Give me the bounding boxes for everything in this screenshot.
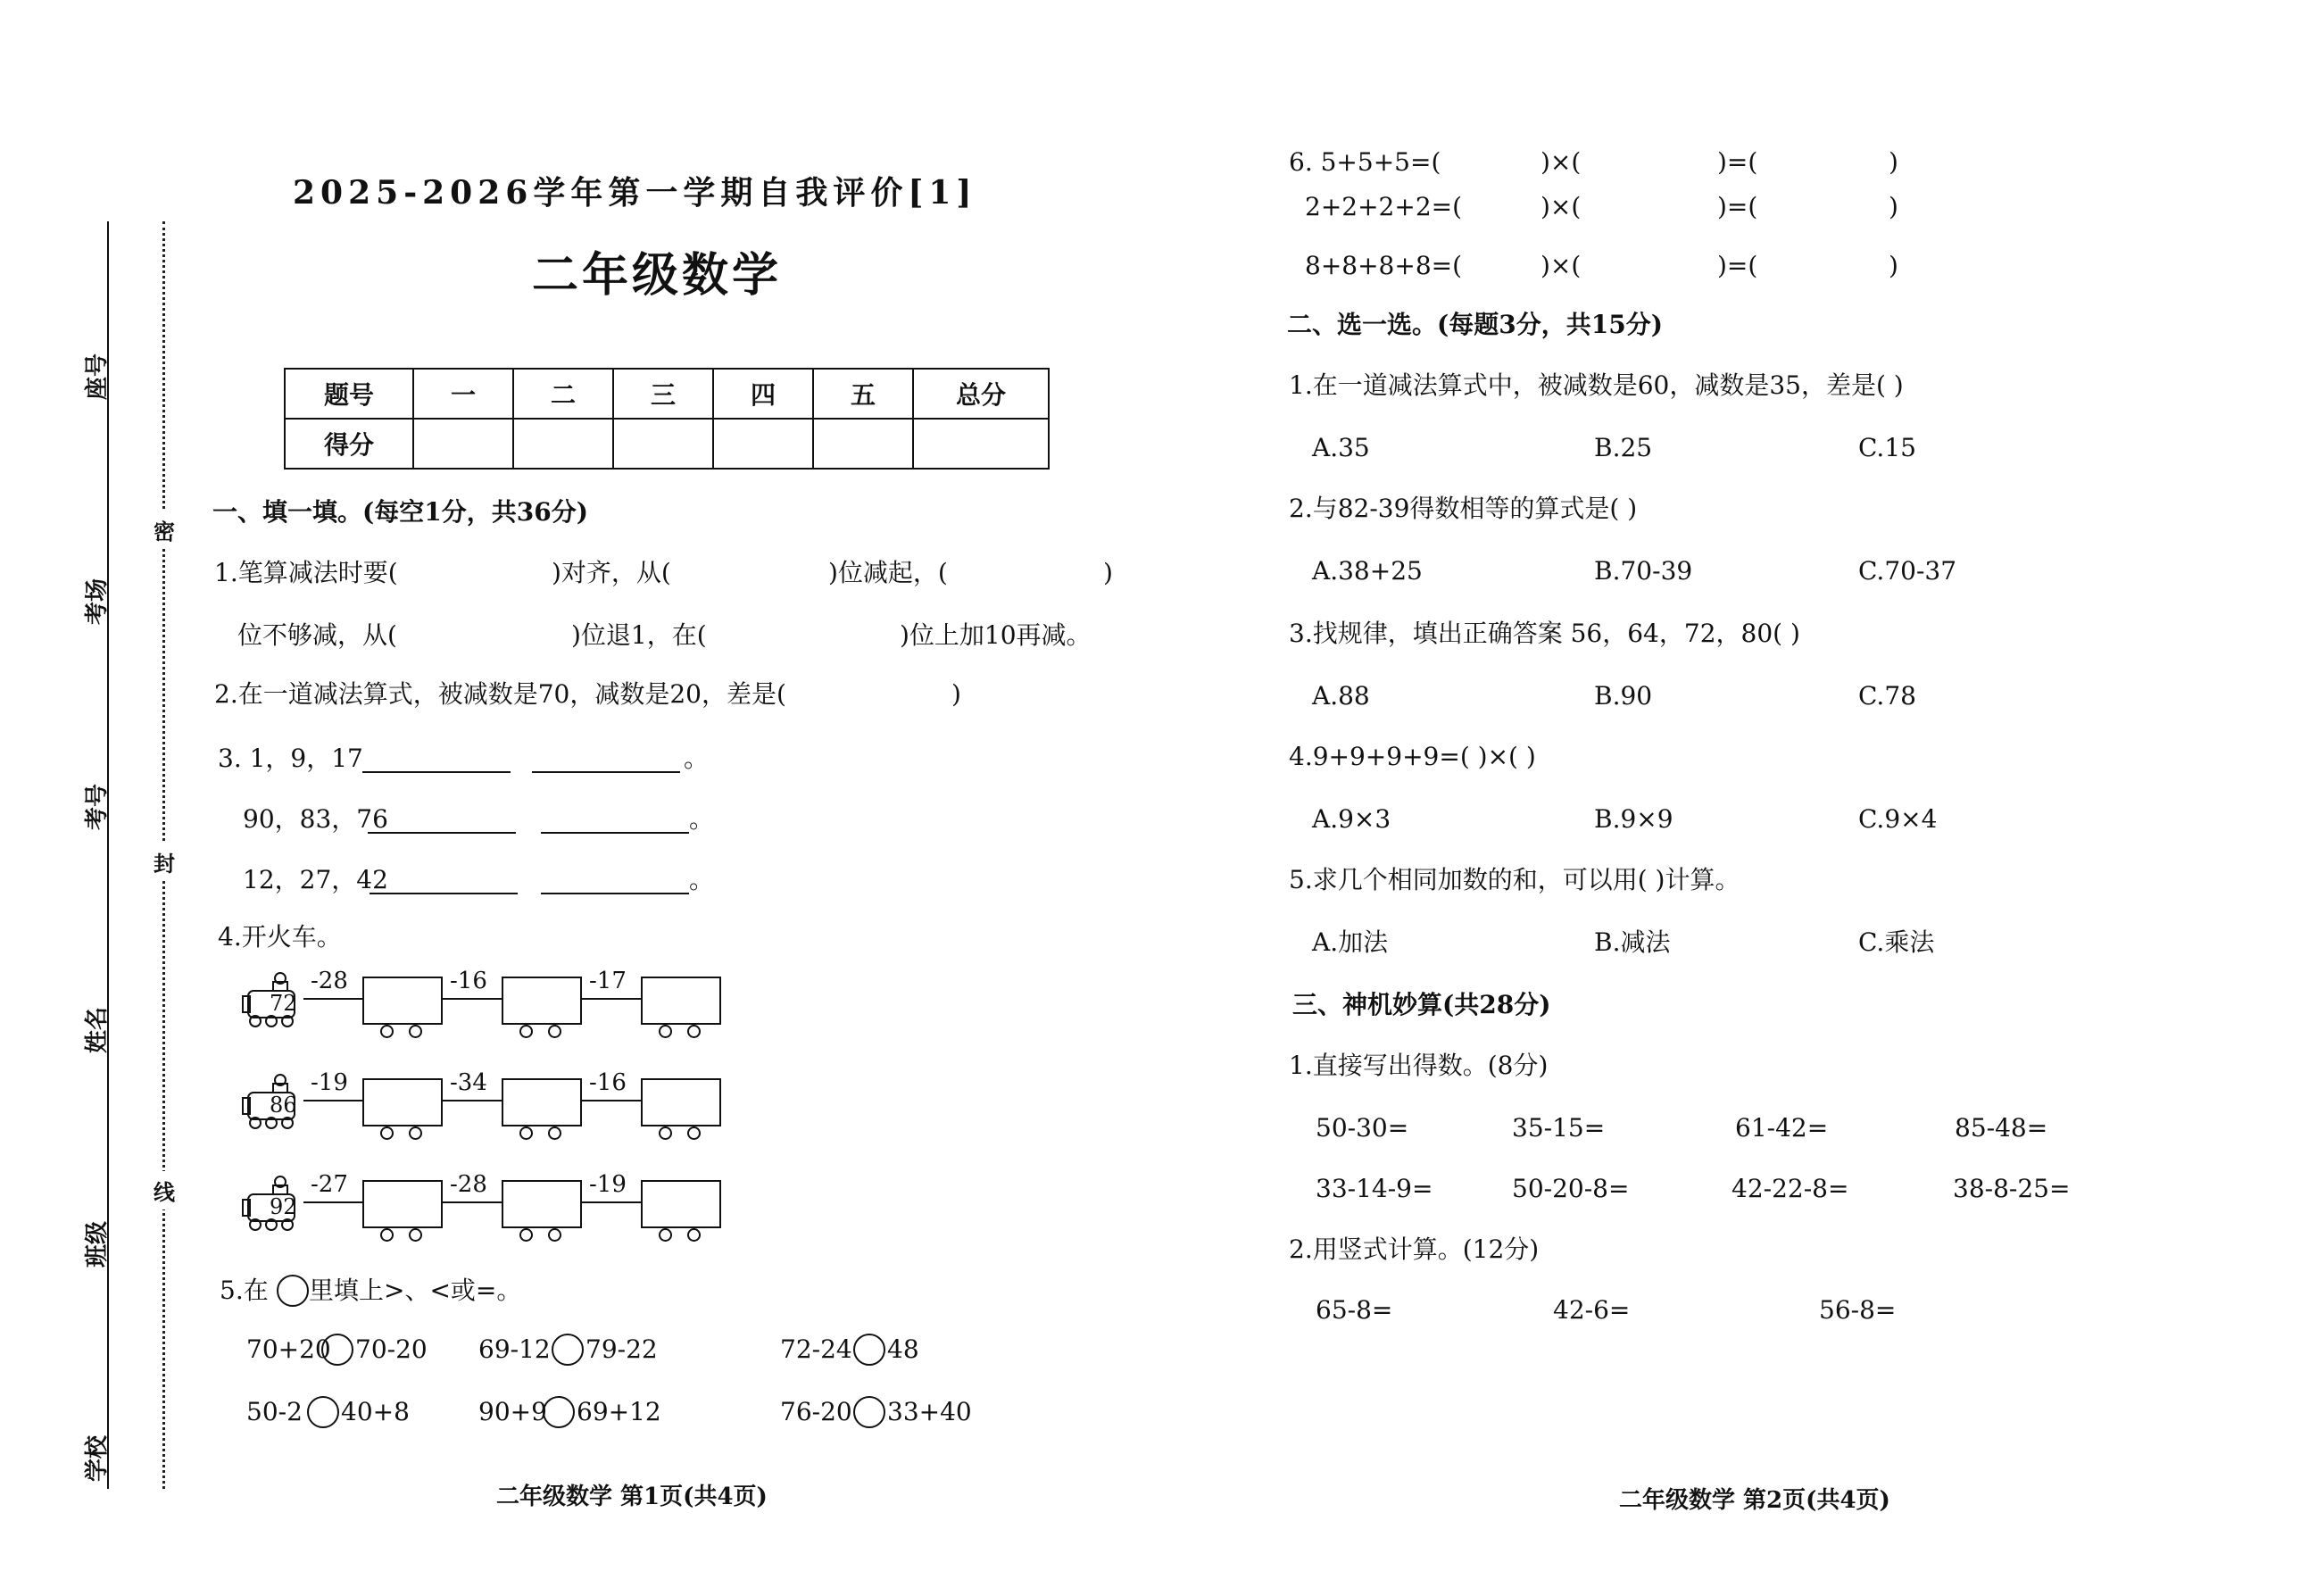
q1-text-d: ) — [1103, 558, 1113, 587]
part3-heading: 三、神机妙算(共28分) — [1292, 990, 1551, 1019]
wheel-icon — [519, 1025, 533, 1038]
train-connector — [443, 998, 502, 1000]
q6-times: )×( — [1541, 251, 1582, 280]
train-car-answer-box[interactable] — [641, 1078, 721, 1126]
train-start-number: 92 — [270, 1194, 297, 1219]
q4-title: 4.开火车。 — [218, 922, 342, 952]
choice-option[interactable]: C.9×4 — [1858, 804, 1938, 834]
score-cell: 二 — [513, 369, 613, 419]
choice-option[interactable]: B.9×9 — [1594, 804, 1673, 834]
compare-circle[interactable] — [853, 1334, 885, 1366]
wheel-icon — [548, 1025, 561, 1038]
train-connector — [443, 1100, 502, 1101]
part1-heading: 一、填一填。(每空1分，共36分) — [212, 497, 588, 527]
train-car-answer-box[interactable] — [502, 1180, 582, 1228]
choice-question-stem: 4.9+9+9+9=( )×( ) — [1289, 742, 1536, 771]
train-car-answer-box[interactable] — [641, 1180, 721, 1228]
compare-left: 70+20 — [246, 1334, 331, 1364]
compare-right: 70-20 — [355, 1334, 428, 1364]
q6-end: ) — [1889, 251, 1898, 280]
wheel-icon — [409, 1228, 422, 1242]
score-input-cell[interactable] — [713, 419, 813, 469]
score-input-cell[interactable] — [513, 419, 613, 469]
score-input-cell[interactable] — [813, 419, 913, 469]
answer-blank[interactable] — [368, 810, 516, 834]
score-cell: 得分 — [285, 419, 413, 469]
compare-circle[interactable] — [853, 1396, 885, 1428]
vertical-calc: 56-8= — [1819, 1295, 1897, 1325]
q3-period: 。 — [689, 804, 715, 834]
q6-row1-start: 6. 5+5+5=( — [1289, 147, 1441, 177]
choice-option[interactable]: A.38+25 — [1312, 556, 1423, 586]
q6-times: )×( — [1541, 147, 1582, 177]
direct-calc: 61-42= — [1735, 1113, 1829, 1143]
wheel-icon — [409, 1025, 422, 1038]
footer-page1: 二年级数学 第1页(共4页) — [496, 1484, 768, 1510]
wheel-icon — [380, 1025, 394, 1038]
q1-text-a: 1.笔算减法时要( — [214, 558, 398, 587]
train-operation: -19 — [311, 1069, 348, 1096]
q1-line2-b: )位退1，在( — [571, 620, 707, 650]
score-cell: 题号 — [285, 369, 413, 419]
footer-page2: 二年级数学 第2页(共4页) — [1619, 1487, 1890, 1514]
q5-text-a: 5.在 — [220, 1276, 269, 1305]
choice-question-stem: 3.找规律，填出正确答案 56，64，72，80( ) — [1289, 619, 1800, 648]
seal-xian: 线 — [154, 1171, 175, 1209]
score-input-cell[interactable] — [413, 419, 513, 469]
score-cell: 总分 — [913, 369, 1049, 419]
answer-blank[interactable] — [370, 871, 518, 894]
train-connector — [582, 998, 641, 1000]
score-cell: 五 — [813, 369, 913, 419]
wheel-icon — [548, 1228, 561, 1242]
choice-option[interactable]: A.88 — [1312, 681, 1370, 711]
train-car-answer-box[interactable] — [362, 977, 443, 1025]
train-operation: -27 — [311, 1171, 348, 1198]
q3-seq-1: 3. 1，9，17 — [218, 744, 363, 773]
direct-calc: 50-20-8= — [1512, 1174, 1630, 1203]
wheel-icon — [519, 1228, 533, 1242]
wheel-icon — [687, 1126, 701, 1140]
q2-text: 2.在一道减法算式，被减数是70，减数是20，差是( — [214, 679, 786, 709]
train-car-answer-box[interactable] — [502, 1078, 582, 1126]
score-table-header-row — [285, 369, 1049, 419]
compare-right: 40+8 — [341, 1397, 410, 1426]
q3-seq-3: 12，27，42 — [243, 865, 388, 894]
compare-circle[interactable] — [321, 1334, 353, 1366]
q3-period: 。 — [689, 865, 715, 894]
term-title: 2025-2026学年第一学期自我评价[1] — [293, 174, 977, 212]
q6-times: )×( — [1541, 192, 1582, 221]
class-label: 班级 — [84, 1220, 111, 1268]
part3-sub2: 2.用竖式计算。(12分) — [1289, 1234, 1540, 1264]
choice-question-stem: 1.在一道减法算式中，被减数是60，减数是35，差是( ) — [1289, 370, 1904, 400]
q1-text-b: )对齐，从( — [552, 558, 671, 587]
direct-calc: 85-48= — [1955, 1113, 2048, 1143]
direct-calc: 42-22-8= — [1732, 1174, 1849, 1203]
train-connector — [443, 1201, 502, 1203]
direct-calc: 50-30= — [1316, 1113, 1409, 1143]
score-input-cell[interactable] — [913, 419, 1049, 469]
train-operation: -17 — [589, 968, 627, 994]
answer-blank[interactable] — [541, 810, 689, 834]
train-operation: -34 — [450, 1069, 487, 1096]
train-connector — [303, 1100, 362, 1101]
choice-option[interactable]: B.70-39 — [1594, 556, 1693, 586]
choice-option[interactable]: C.70-37 — [1858, 556, 1957, 586]
wheel-icon — [409, 1126, 422, 1140]
choice-option[interactable]: C.78 — [1858, 681, 1916, 711]
wheel-icon — [687, 1025, 701, 1038]
direct-calc: 38-8-25= — [1953, 1174, 2071, 1203]
compare-left: 90+9 — [478, 1397, 547, 1426]
choice-option[interactable]: C.乘法 — [1858, 927, 1935, 957]
score-table-score-row — [285, 419, 1049, 469]
wheel-icon — [548, 1126, 561, 1140]
seal-mi: 密 — [154, 511, 175, 549]
compare-left: 76-20 — [780, 1397, 852, 1426]
wheel-icon — [659, 1228, 672, 1242]
compare-left: 72-24 — [780, 1334, 852, 1364]
choice-option[interactable]: A.加法 — [1312, 927, 1389, 957]
answer-blank[interactable] — [362, 750, 511, 773]
q5-text-b: 里填上>、<或=。 — [309, 1276, 522, 1305]
train-car-answer-box[interactable] — [641, 977, 721, 1025]
q6-equals: )=( — [1717, 147, 1758, 177]
train-connector — [303, 998, 362, 1000]
circle-icon — [277, 1275, 309, 1307]
q6-end: ) — [1889, 192, 1898, 221]
q6-end: ) — [1889, 147, 1898, 177]
train-car-answer-box[interactable] — [362, 1180, 443, 1228]
wheel-icon — [519, 1126, 533, 1140]
choice-question-stem: 2.与82-39得数相等的算式是( ) — [1289, 494, 1638, 523]
train-car-answer-box[interactable] — [502, 977, 582, 1025]
compare-right: 79-22 — [585, 1334, 658, 1364]
compare-right: 69+12 — [577, 1397, 661, 1426]
vertical-calc: 65-8= — [1316, 1295, 1393, 1325]
choice-option[interactable]: B.减法 — [1594, 927, 1671, 957]
wheel-icon — [687, 1228, 701, 1242]
train-operation: -16 — [450, 968, 487, 994]
direct-calc: 33-14-9= — [1316, 1174, 1433, 1203]
q6-equals: )=( — [1717, 251, 1758, 280]
q6-row2-start: 2+2+2+2=( — [1305, 192, 1463, 221]
seat-label: 座号 — [84, 353, 111, 400]
compare-left: 50-2 — [246, 1397, 303, 1426]
score-cell: 一 — [413, 369, 513, 419]
wheel-icon — [380, 1228, 394, 1242]
train-operation: -28 — [450, 1171, 487, 1198]
train-start-number: 86 — [270, 1093, 297, 1118]
direct-calc: 35-15= — [1512, 1113, 1606, 1143]
choice-option[interactable]: B.25 — [1594, 433, 1653, 462]
train-operation: -28 — [311, 968, 348, 994]
train-operation: -19 — [589, 1171, 627, 1198]
score-table — [284, 368, 1050, 470]
train-connector — [582, 1100, 641, 1101]
train-connector — [582, 1201, 641, 1203]
room-label: 考场 — [84, 578, 111, 625]
choice-option[interactable]: B.90 — [1594, 681, 1653, 711]
answer-blank[interactable] — [541, 871, 689, 894]
q2-close: ) — [951, 679, 961, 709]
subject-title: 二年级数学 — [532, 248, 783, 303]
q1-line2-a: 位不够减，从( — [237, 620, 397, 650]
part2-heading: 二、选一选。(每题3分，共15分) — [1287, 310, 1663, 339]
compare-circle[interactable] — [307, 1396, 339, 1428]
part3-sub1: 1.直接写出得数。(8分) — [1289, 1051, 1549, 1080]
wheel-icon — [380, 1126, 394, 1140]
q3-seq-2: 90，83，76 — [243, 804, 388, 834]
exam-number-label: 考号 — [84, 783, 111, 830]
wheel-icon — [659, 1025, 672, 1038]
school-label: 学校 — [84, 1434, 111, 1482]
score-cell: 三 — [613, 369, 713, 419]
compare-left: 69-12 — [478, 1334, 551, 1364]
score-cell: 四 — [713, 369, 813, 419]
q6-equals: )=( — [1717, 192, 1758, 221]
compare-circle[interactable] — [552, 1334, 584, 1366]
train-connector — [303, 1201, 362, 1203]
seal-feng: 封 — [154, 843, 175, 881]
choice-option[interactable]: C.15 — [1858, 433, 1916, 462]
q6-row3-start: 8+8+8+8=( — [1305, 251, 1463, 280]
wheel-icon — [659, 1126, 672, 1140]
q3-period: 。 — [684, 744, 710, 773]
binding-line — [107, 221, 109, 1489]
score-input-cell[interactable] — [613, 419, 713, 469]
choice-option[interactable]: A.9×3 — [1312, 804, 1391, 834]
compare-right: 33+40 — [887, 1397, 972, 1426]
choice-option[interactable]: A.35 — [1312, 433, 1370, 462]
train-car-answer-box[interactable] — [362, 1078, 443, 1126]
compare-circle[interactable] — [543, 1396, 575, 1428]
q1-text-c: )位减起，( — [828, 558, 948, 587]
choice-question-stem: 5.求几个相同加数的和，可以用( )计算。 — [1289, 865, 1740, 894]
vertical-calc: 42-6= — [1553, 1295, 1631, 1325]
answer-blank[interactable] — [532, 750, 680, 773]
train-operation: -16 — [589, 1069, 627, 1096]
train-start-number: 72 — [270, 991, 297, 1016]
name-label: 姓名 — [84, 1006, 111, 1053]
compare-right: 48 — [887, 1334, 919, 1364]
q1-line2-c: )位上加10再减。 — [900, 620, 1092, 650]
